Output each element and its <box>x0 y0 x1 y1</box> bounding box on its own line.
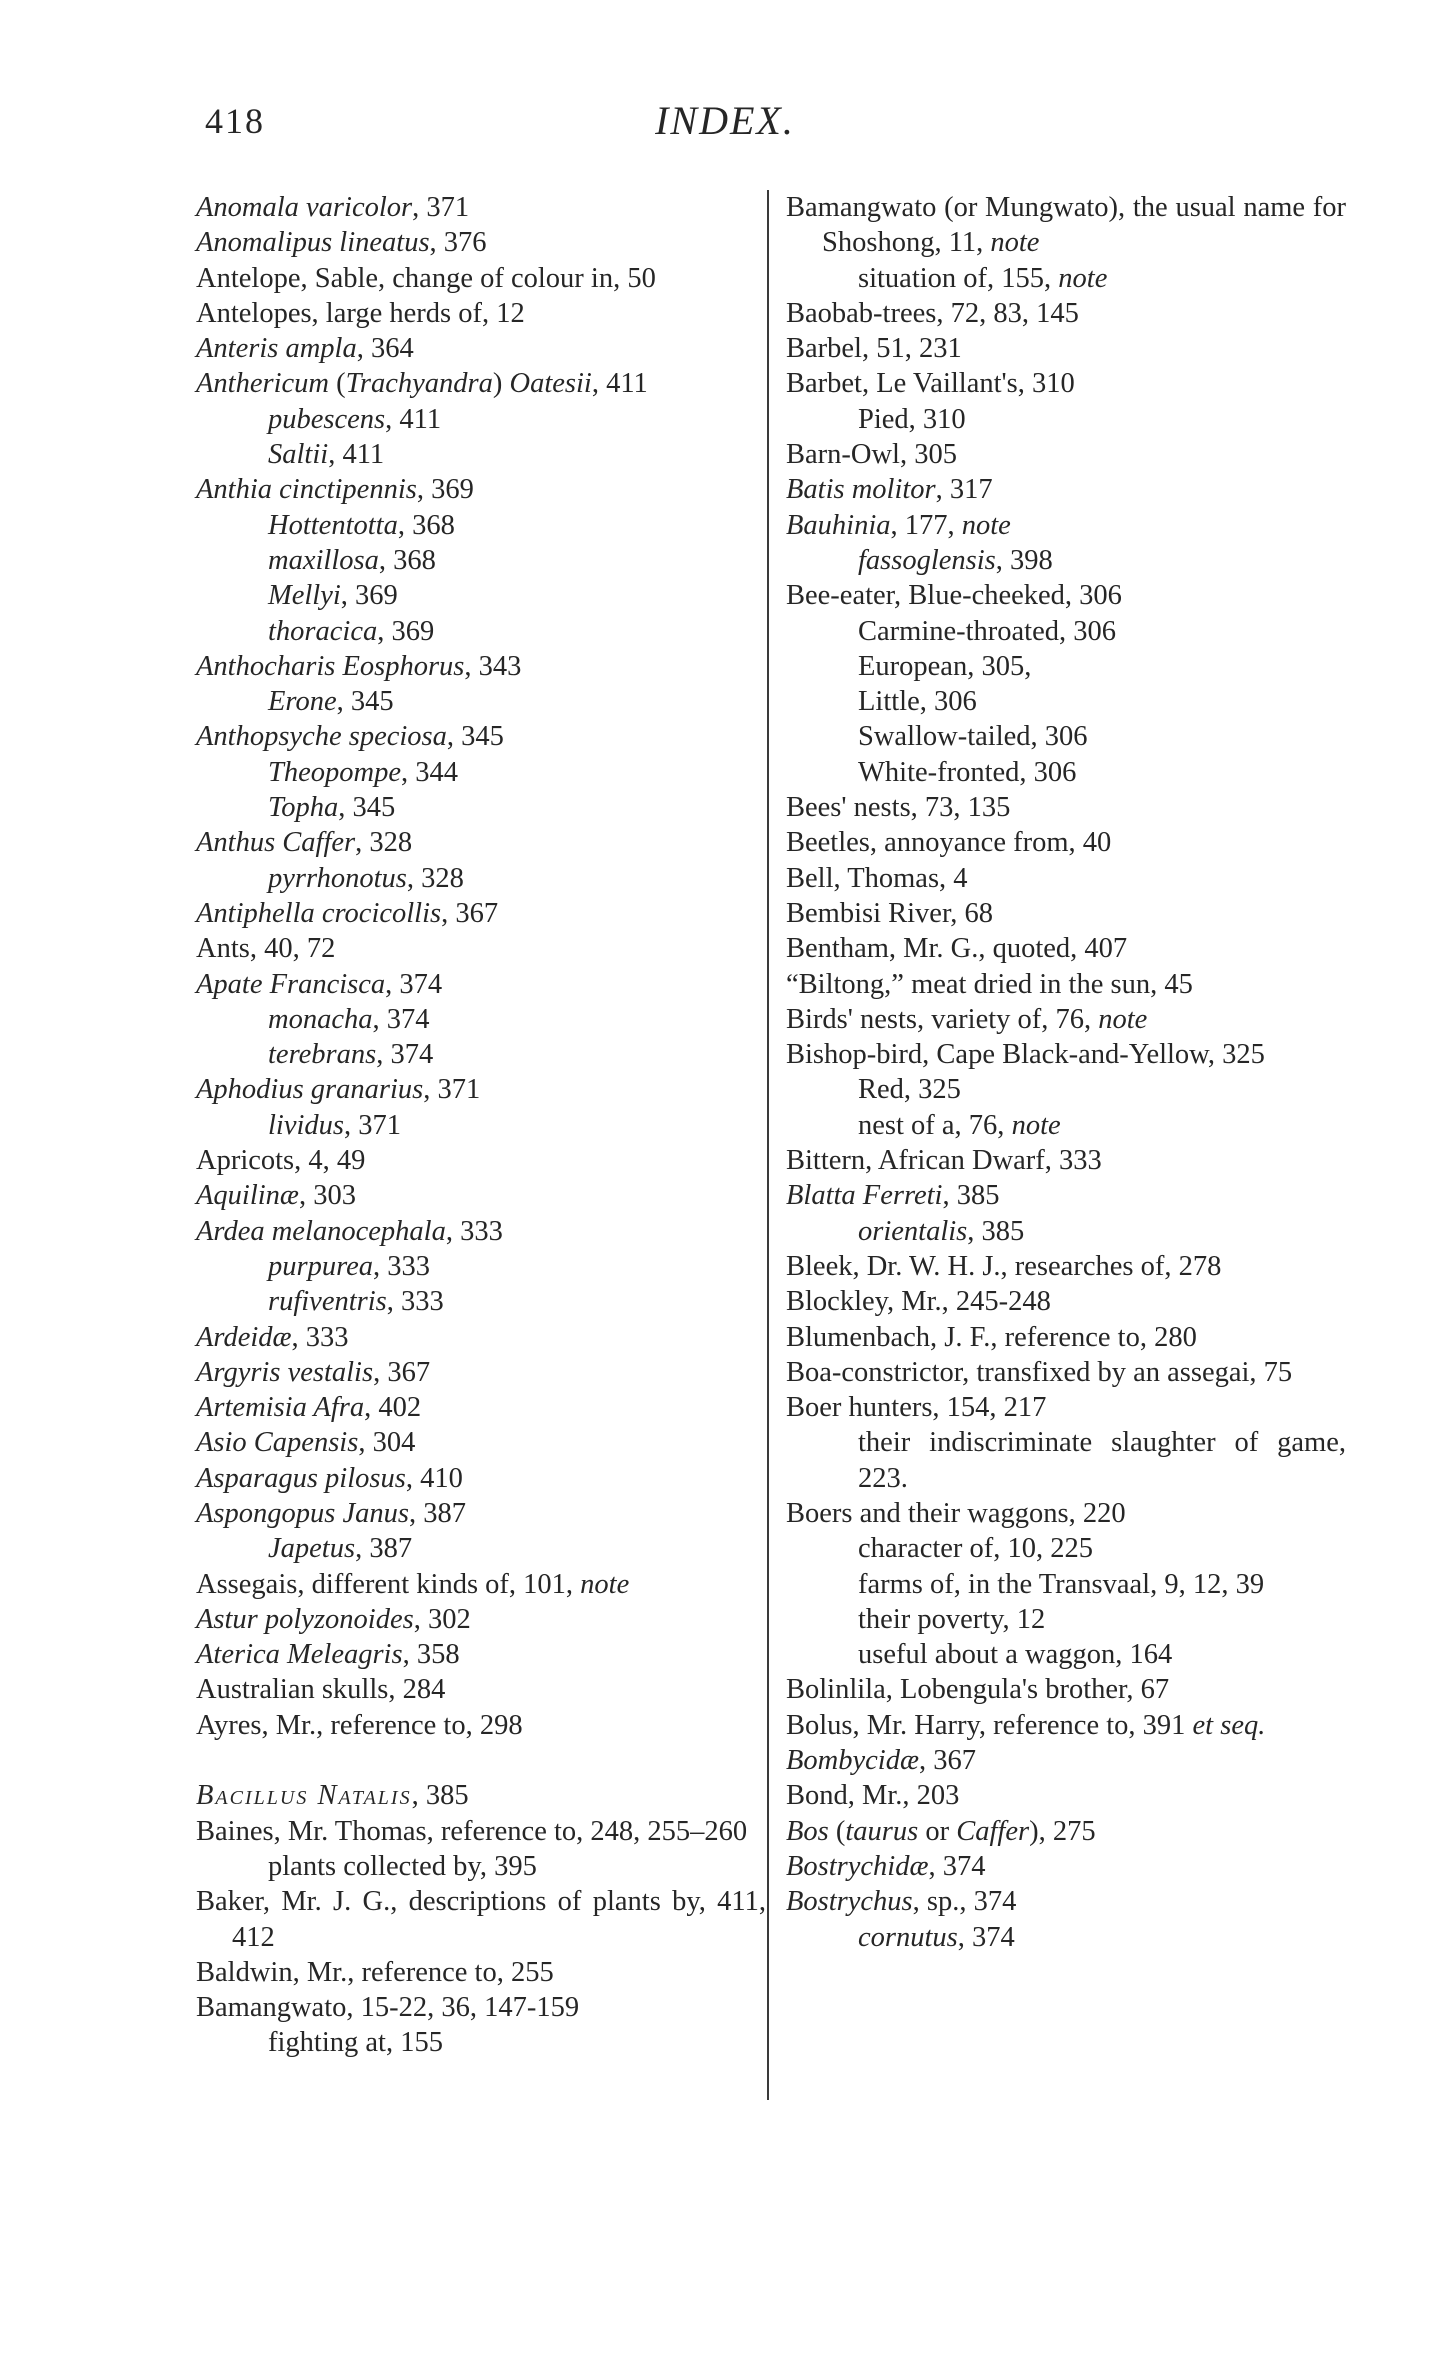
entry-text: Assegais, different kinds of, 101, <box>196 1568 581 1600</box>
entry-italic-text: Anomalipus lineatus <box>196 227 430 259</box>
entry-text: , 344 <box>400 756 458 788</box>
index-entry <box>786 331 1346 366</box>
entry-text: , 367 <box>441 897 499 929</box>
entry-italic-text: lividus <box>268 1109 344 1141</box>
index-entry <box>786 1672 1346 1707</box>
index-subentry <box>786 1531 1346 1566</box>
entry-text: , 364 <box>356 333 414 365</box>
index-entry <box>786 437 1346 472</box>
index-entry <box>786 1390 1346 1425</box>
entry-text: , 333 <box>291 1321 349 1353</box>
entry-text: , 317 <box>935 474 993 506</box>
index-entry <box>196 896 766 931</box>
entry-text: Red, 325 <box>858 1074 961 1106</box>
index-entry <box>786 1143 1346 1178</box>
entry-text: , 328 <box>355 827 413 859</box>
index-subentry <box>786 402 1346 437</box>
entry-text: , 374 <box>376 1039 434 1071</box>
index-entry <box>786 1249 1346 1284</box>
entry-text: Ants, 40, 72 <box>196 933 336 965</box>
entry-italic-text: thoracica <box>268 615 378 647</box>
index-entry <box>786 790 1346 825</box>
entry-text: , 177, <box>890 509 962 541</box>
index-subentry <box>196 1284 766 1319</box>
entry-italic-text: Asparagus pilosus <box>196 1462 406 1494</box>
index-subentry <box>196 508 766 543</box>
index-subentry <box>786 1602 1346 1637</box>
entry-italic-text: Anomala varicolor <box>196 192 413 223</box>
index-subentry <box>196 1849 766 1884</box>
entry-text: nest of a, 76, <box>858 1109 1012 1141</box>
entry-italic-text: Saltii <box>268 439 329 471</box>
entry-italic-text: maxillosa <box>268 544 379 576</box>
entry-text: Baldwin, Mr., reference to, 255 <box>196 1956 554 1988</box>
entry-text: or <box>918 1815 957 1847</box>
entry-text: situation of, 155, <box>858 262 1059 294</box>
index-entry <box>196 1355 766 1390</box>
entry-text: , 374 <box>385 968 443 1000</box>
entry-italic-text: Theopompe <box>268 756 401 788</box>
index-subentry <box>196 2025 766 2060</box>
entry-text: farms of, in the Transvaal, 9, 12, 39 <box>858 1568 1265 1600</box>
entry-text: , 374 <box>957 1921 1015 1953</box>
index-entry <box>196 1214 766 1249</box>
entry-text: Bamangwato (or Mungwato), the usual name for Shoshong, 11, <box>786 192 1346 259</box>
entry-text: , 374 <box>372 1003 430 1035</box>
index-entry <box>196 1072 766 1107</box>
index-subentry <box>786 649 1346 684</box>
entry-text: , 333 <box>445 1215 503 1247</box>
index-entry <box>786 1814 1346 1849</box>
index-subentry <box>786 1567 1346 1602</box>
entry-text: Bee-eater, Blue-cheeked, 306 <box>786 580 1122 612</box>
index-entry <box>786 1708 1346 1743</box>
entry-text: Boer hunters, 154, 217 <box>786 1392 1047 1424</box>
entry-italic-text: Antiphella crocicollis <box>196 897 442 929</box>
index-subentry <box>196 684 766 719</box>
entry-italic-text: terebrans <box>268 1039 377 1071</box>
entry-italic-text: Anthopsyche speciosa <box>196 721 447 753</box>
entry-text: Barbel, 51, 231 <box>786 333 962 365</box>
entry-text: , sp., 374 <box>912 1886 1017 1918</box>
index-subentry <box>196 1531 766 1566</box>
entry-italic-text: monacha <box>268 1003 373 1035</box>
entry-text: Baines, Mr. Thomas, reference to, 248, 255–260 <box>196 1815 748 1847</box>
index-entry <box>196 1637 766 1672</box>
entry-italic-text: Anthericum <box>196 368 329 400</box>
index-entry <box>196 719 766 754</box>
index-entry <box>196 366 766 401</box>
index-subentry <box>786 261 1346 296</box>
entry-text: Barn-Owl, 305 <box>786 439 957 471</box>
entry-italic-text: note <box>580 1568 630 1600</box>
index-entry <box>786 1037 1346 1072</box>
entry-italic-text: Topha <box>268 792 339 824</box>
index-entry <box>786 190 1346 261</box>
entry-text: Ayres, Mr., reference to, 298 <box>196 1709 523 1741</box>
entry-text: Bembisi River, 68 <box>786 897 994 929</box>
entry-text: Bamangwato, 15-22, 36, 147-159 <box>196 1992 580 2024</box>
entry-text: Baobab-trees, 72, 83, 145 <box>786 297 1079 329</box>
entry-text: Swallow-tailed, 306 <box>858 721 1088 753</box>
entry-text: Antelope, Sable, change of colour in, 50 <box>196 262 656 294</box>
entry-text: Bell, Thomas, 4 <box>786 862 968 894</box>
index-subentry <box>786 614 1346 649</box>
entry-italic-text: Erone <box>268 686 337 718</box>
entry-text: , 385 <box>967 1215 1025 1247</box>
entry-text: , 369 <box>416 474 474 506</box>
entry-text: , 345 <box>338 792 396 824</box>
entry-text: Bentham, Mr. G., quoted, 407 <box>786 933 1128 965</box>
entry-text: Bees' nests, 73, 135 <box>786 792 1011 824</box>
entry-text: , 333 <box>386 1286 444 1318</box>
index-entry <box>786 931 1346 966</box>
entry-text: Bolus, Mr. Harry, reference to, 391 <box>786 1709 1193 1741</box>
index-entry <box>786 296 1346 331</box>
index-subentry <box>196 755 766 790</box>
index-subentry <box>196 402 766 437</box>
entry-italic-text: Bacillus Natalis <box>196 1780 412 1812</box>
index-subentry <box>196 1002 766 1037</box>
index-entry <box>196 1955 766 1990</box>
index-subentry <box>786 1214 1346 1249</box>
index-entry <box>196 1884 766 1955</box>
index-entry <box>196 649 766 684</box>
index-subentry <box>196 1108 766 1143</box>
entry-italic-text: Bostrychidæ <box>786 1850 929 1882</box>
entry-text: , 374 <box>928 1850 986 1882</box>
entry-italic-text: note <box>1011 1109 1061 1141</box>
entry-italic-text: cornutus <box>858 1921 958 1953</box>
entry-text: character of, 10, 225 <box>858 1533 1094 1565</box>
entry-italic-text: pubescens <box>268 403 386 435</box>
entry-text: “Biltong,” meat dried in the sun, 45 <box>786 968 1193 1000</box>
index-subentry <box>786 1637 1346 1672</box>
entry-text: Blockley, Mr., 245-248 <box>786 1286 1051 1318</box>
entry-text: , 345 <box>446 721 504 753</box>
entry-text: , 411 <box>328 439 385 471</box>
entry-text: , 343 <box>464 650 522 682</box>
entry-text: , 369 <box>377 615 435 647</box>
index-subentry <box>196 861 766 896</box>
index-entry <box>196 1425 766 1460</box>
entry-italic-text: pyrrhonotus <box>268 862 407 894</box>
index-entry <box>196 1602 766 1637</box>
entry-text: Blumenbach, J. F., reference to, 280 <box>786 1321 1197 1353</box>
entry-text: Bittern, African Dwarf, 333 <box>786 1145 1102 1177</box>
entry-text: , 345 <box>336 686 394 718</box>
page-title: INDEX. <box>655 98 795 143</box>
entry-italic-text: Bombycidæ <box>786 1745 919 1777</box>
entry-text: Beetles, annoyance from, 40 <box>786 827 1112 859</box>
section-gap <box>196 1743 766 1778</box>
index-subentry <box>196 437 766 472</box>
index-entry <box>196 261 766 296</box>
entry-text: Birds' nests, variety of, 76, <box>786 1003 1099 1035</box>
entry-text: European, 305, <box>858 650 1032 682</box>
column-divider <box>767 190 769 2100</box>
index-entry <box>196 1778 766 1813</box>
entry-italic-text: Asio Capensis <box>196 1427 359 1459</box>
index-entry <box>196 825 766 860</box>
index-entry <box>196 1496 766 1531</box>
entry-italic-text: Aterica Meleagris <box>196 1639 403 1671</box>
entry-italic-text: purpurea <box>268 1250 374 1282</box>
entry-italic-text: Argyris vestalis <box>196 1356 374 1388</box>
index-subentry <box>196 614 766 649</box>
entry-text: ), 275 <box>1029 1815 1096 1847</box>
entry-italic-text: rufiventris <box>268 1286 387 1318</box>
index-entry <box>786 825 1346 860</box>
index-subentry <box>786 543 1346 578</box>
entry-italic-text: Anthocharis Eosphorus <box>196 650 465 682</box>
entry-text: , 333 <box>373 1250 431 1282</box>
index-entry <box>786 1178 1346 1213</box>
entry-text: fighting at, 155 <box>268 2027 443 2059</box>
entry-text: , 387 <box>355 1533 413 1565</box>
entry-text: Antelopes, large herds of, 12 <box>196 297 525 329</box>
entry-text: Barbet, Le Vaillant's, 310 <box>786 368 1075 400</box>
index-entry <box>196 1672 766 1707</box>
index-entry <box>786 366 1346 401</box>
index-entry <box>196 190 766 225</box>
index-subentry <box>786 1108 1346 1143</box>
entry-text: , 402 <box>364 1392 422 1424</box>
index-entry <box>786 1496 1346 1531</box>
entry-text: , 358 <box>402 1639 460 1671</box>
entry-text: Carmine-throated, 306 <box>858 615 1117 647</box>
entry-text: , 328 <box>406 862 464 894</box>
entry-italic-text: Aspongopus Janus <box>196 1497 409 1529</box>
index-entry <box>786 578 1346 613</box>
index-subentry <box>196 1037 766 1072</box>
entry-text: , 302 <box>413 1603 471 1635</box>
index-subentry <box>196 1249 766 1284</box>
entry-text: Bleek, Dr. W. H. J., researches of, 278 <box>786 1250 1222 1282</box>
entry-text: plants collected by, 395 <box>268 1850 537 1882</box>
entry-italic-text: Apate Francisca <box>196 968 386 1000</box>
entry-italic-text: orientalis <box>858 1215 968 1247</box>
entry-text: Bishop-bird, Cape Black-and-Yellow, 325 <box>786 1039 1265 1071</box>
index-entry <box>786 1849 1346 1884</box>
index-entry <box>196 1567 766 1602</box>
index-subentry <box>786 1920 1346 1955</box>
index-entry <box>786 861 1346 896</box>
entry-text: , 371 <box>412 192 470 223</box>
entry-italic-text: Oatesii <box>509 368 592 400</box>
entry-italic-text: Aquilinæ <box>196 1180 299 1212</box>
entry-text: , 411 <box>385 403 442 435</box>
entry-text: , 304 <box>358 1427 416 1459</box>
entry-italic-text: Astur polyzonoides <box>196 1603 414 1635</box>
entry-text: , 369 <box>340 580 398 612</box>
entry-italic-text: Batis molitor <box>786 474 936 506</box>
index-entry <box>786 1320 1346 1355</box>
entry-italic-text: Ardeidæ <box>196 1321 292 1353</box>
index-entry <box>786 1743 1346 1778</box>
index-entry <box>786 1355 1346 1390</box>
entry-italic-text: note <box>1058 262 1108 294</box>
index-column-right <box>786 190 1346 1955</box>
entry-text: , 398 <box>995 544 1053 576</box>
entry-text: , 367 <box>373 1356 431 1388</box>
entry-italic-text: Blatta Ferreti <box>786 1180 943 1212</box>
entry-italic-text: Hottentotta <box>268 509 398 541</box>
index-entry <box>196 331 766 366</box>
entry-italic-text: Caffer <box>956 1815 1030 1847</box>
entry-text: , 368 <box>378 544 436 576</box>
entry-text: White-fronted, 306 <box>858 756 1077 788</box>
index-entry <box>196 296 766 331</box>
entry-italic-text: Anthus Caffer <box>196 827 356 859</box>
index-entry <box>786 1284 1346 1319</box>
entry-italic-text: note <box>961 509 1011 541</box>
entry-text: , 385 <box>942 1180 1000 1212</box>
entry-text: , 410 <box>405 1462 463 1494</box>
entry-italic-text: taurus <box>845 1815 919 1847</box>
entry-text: Australian skulls, 284 <box>196 1674 446 1706</box>
entry-text: ( <box>828 1815 846 1847</box>
index-entry <box>786 896 1346 931</box>
index-subentry <box>786 755 1346 790</box>
index-subentry <box>786 1425 1346 1496</box>
entry-italic-text: Bauhinia <box>786 509 891 541</box>
index-entry <box>786 1778 1346 1813</box>
entry-text: their poverty, 12 <box>858 1603 1046 1635</box>
entry-italic-text: Artemisia Afra <box>196 1392 365 1424</box>
entry-italic-text: Bostrychus <box>786 1886 913 1918</box>
index-entry <box>196 1178 766 1213</box>
index-subentry <box>786 1072 1346 1107</box>
entry-text: , 303 <box>298 1180 356 1212</box>
entry-italic-text: Anthia cinctipennis <box>196 474 417 506</box>
entry-text: , 411 <box>591 368 648 400</box>
entry-text: , 387 <box>408 1497 466 1529</box>
entry-text: Apricots, 4, 49 <box>196 1145 366 1177</box>
entry-text: , 385 <box>411 1780 469 1812</box>
index-subentry <box>786 719 1346 754</box>
entry-text: Little, 306 <box>858 686 977 718</box>
index-entry <box>196 1461 766 1496</box>
entry-text: Pied, 310 <box>858 403 966 435</box>
index-entry <box>786 1002 1346 1037</box>
index-subentry <box>196 790 766 825</box>
index-entry <box>786 472 1346 507</box>
entry-text: their indiscriminate slaughter of game, 223. <box>858 1427 1346 1494</box>
index-entry <box>196 967 766 1002</box>
entry-text: Baker, Mr. J. G., descriptions of plants by, 411, 412 <box>196 1886 766 1953</box>
entry-text: Boa-constrictor, transfixed by an assegai, 75 <box>786 1356 1293 1388</box>
entry-italic-text: note <box>1098 1003 1148 1035</box>
entry-italic-text: et seq. <box>1192 1709 1266 1741</box>
page-number: 418 <box>205 101 265 141</box>
index-column-left <box>196 190 766 2061</box>
index-entry <box>196 931 766 966</box>
entry-text: , 376 <box>429 227 487 259</box>
entry-italic-text: Aphodius granarius <box>196 1074 424 1106</box>
entry-text: , 368 <box>397 509 455 541</box>
entry-text: , 371 <box>344 1109 401 1141</box>
entry-text: Bolinlila, Lobengula's brother, 67 <box>786 1674 1170 1706</box>
index-entry <box>786 1884 1346 1919</box>
index-entry <box>786 967 1346 1002</box>
entry-text: Boers and their waggons, 220 <box>786 1497 1126 1529</box>
entry-italic-text: Anteris ampla <box>196 333 357 365</box>
entry-text: , 367 <box>918 1745 976 1777</box>
entry-italic-text: fassoglensis <box>858 544 996 576</box>
index-entry <box>196 1143 766 1178</box>
index-entry <box>196 1990 766 2025</box>
index-entry <box>196 225 766 260</box>
entry-text: , 371 <box>423 1074 481 1106</box>
entry-italic-text: note <box>990 227 1040 259</box>
entry-italic-text: Ardea melanocephala <box>196 1215 446 1247</box>
entry-italic-text: Japetus <box>268 1533 356 1565</box>
entry-text: ( <box>328 368 346 400</box>
index-entry <box>196 1390 766 1425</box>
index-entry <box>196 1708 766 1743</box>
index-entry <box>196 1320 766 1355</box>
entry-text: Bond, Mr., 203 <box>786 1780 960 1812</box>
index-subentry <box>786 684 1346 719</box>
entry-text: useful about a waggon, 164 <box>858 1639 1173 1671</box>
index-entry <box>786 508 1346 543</box>
entry-italic-text: Trachyandra <box>345 368 493 400</box>
entry-italic-text: Bos <box>786 1815 829 1847</box>
index-subentry <box>196 578 766 613</box>
index-subentry <box>196 543 766 578</box>
entry-text: ) <box>492 368 510 400</box>
index-entry <box>196 472 766 507</box>
index-entry <box>196 1814 766 1849</box>
entry-italic-text: Mellyi <box>268 580 341 612</box>
